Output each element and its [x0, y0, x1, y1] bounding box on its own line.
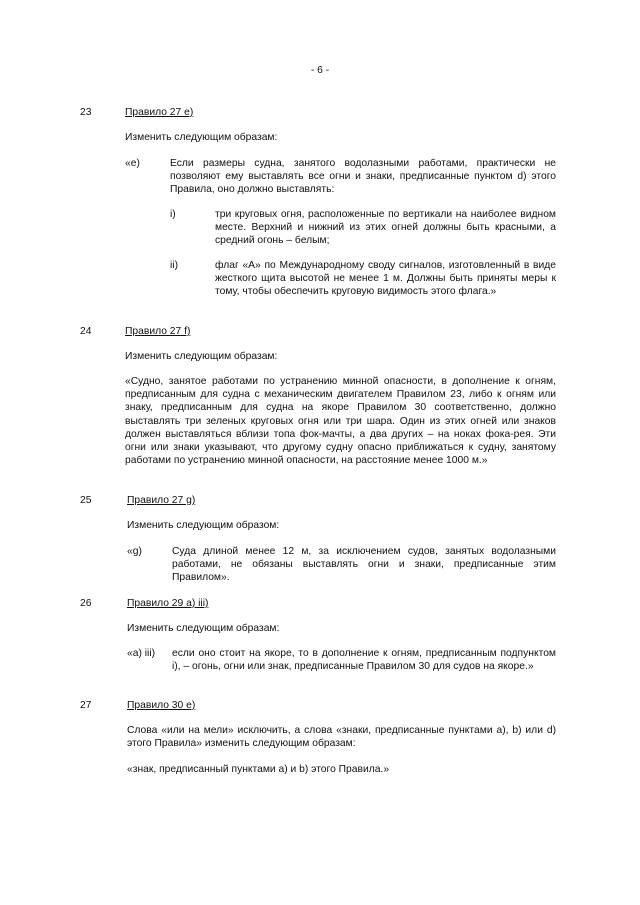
- rule-heading: Правило 30 е): [127, 700, 196, 711]
- subitem-label: i): [170, 209, 176, 220]
- quote-label: «а) iii): [127, 648, 156, 659]
- item-number: 27: [80, 700, 92, 711]
- subitem-label: ii): [170, 260, 179, 271]
- rule-heading: Правило 27 е): [125, 107, 194, 118]
- quote-label: «е): [125, 158, 140, 169]
- item-number: 25: [80, 495, 92, 506]
- rule-heading: Правило 27 f): [125, 326, 191, 337]
- instruction-text: Изменить следующим образом:: [127, 520, 280, 531]
- instruction-text: Изменить следующим образам:: [127, 623, 280, 634]
- paragraph-text: Слова «или на мели» исключить, а слова «знаки, предписанные пунктами а), b) или d) этого Правила» изменить следующим образам:: [127, 725, 556, 750]
- quote-text: Суда длиной менее 12 м, за исключением судов, занятых водолазными работами, не обязаны выставлять огни и знаки, предписанные этим Правилом».: [172, 546, 556, 584]
- quote-label: «g): [127, 546, 142, 557]
- paragraph-text: «знак, предписанный пунктами а) и b) этого Правила.»: [127, 764, 390, 775]
- quote-text: Если размеры судна, занятого водолазными работами, практически не позволяют ему выставлять все огни и знаки, предписанные пунктом d) этого Правила, оно должно выставлять:: [170, 158, 556, 196]
- instruction-text: Изменить следующим образам:: [125, 351, 278, 362]
- quote-text: если оно стоит на якоре, то в дополнение к огням, предписанным подпунктом i), – огонь, огни или знак, предписанные Правилом 30 для судов на якоре.»: [172, 648, 556, 673]
- item-number: 23: [80, 107, 92, 118]
- page-number: - 6 -: [310, 65, 330, 76]
- rule-heading: Правило 27 g): [127, 495, 196, 506]
- item-number: 26: [80, 598, 92, 609]
- subitem-text: три круговых огня, расположенные по вертикали на наиболее видном месте. Верхний и нижний из этих огней должны быть красными, а средний огонь – белым;: [215, 209, 556, 247]
- rule-heading: Правило 29 а) iii): [127, 598, 209, 609]
- subitem-text: флаг «А» по Международному своду сигналов, изготовленный в виде жесткого щита высотой не менее 1 м. Должны быть приняты меры к тому, чтобы обеспечить круговую видимость этого флага.»: [215, 260, 556, 298]
- paragraph-text: «Судно, занятое работами по устранению минной опасности, в дополнение к огням, предписанным для судна с механическим двигателем Правилом 23, либо к огням или знаку, предписанным для судна на якоре Правилом 30 соответственно, должно выставлять три зеленых круговых огня или три шара. Один из этих огней или знаков должен выставляться вблизи топа фок-мачты, а два других – на ноках фока-рея. Эти огни или знаки указывают, что другому судну опасно приближаться к судну, занятому работами по устранению минной опасности, на расстояние менее 1000 м.»: [125, 376, 556, 467]
- item-number: 24: [80, 326, 92, 337]
- instruction-text: Изменить следующим образам:: [125, 132, 278, 143]
